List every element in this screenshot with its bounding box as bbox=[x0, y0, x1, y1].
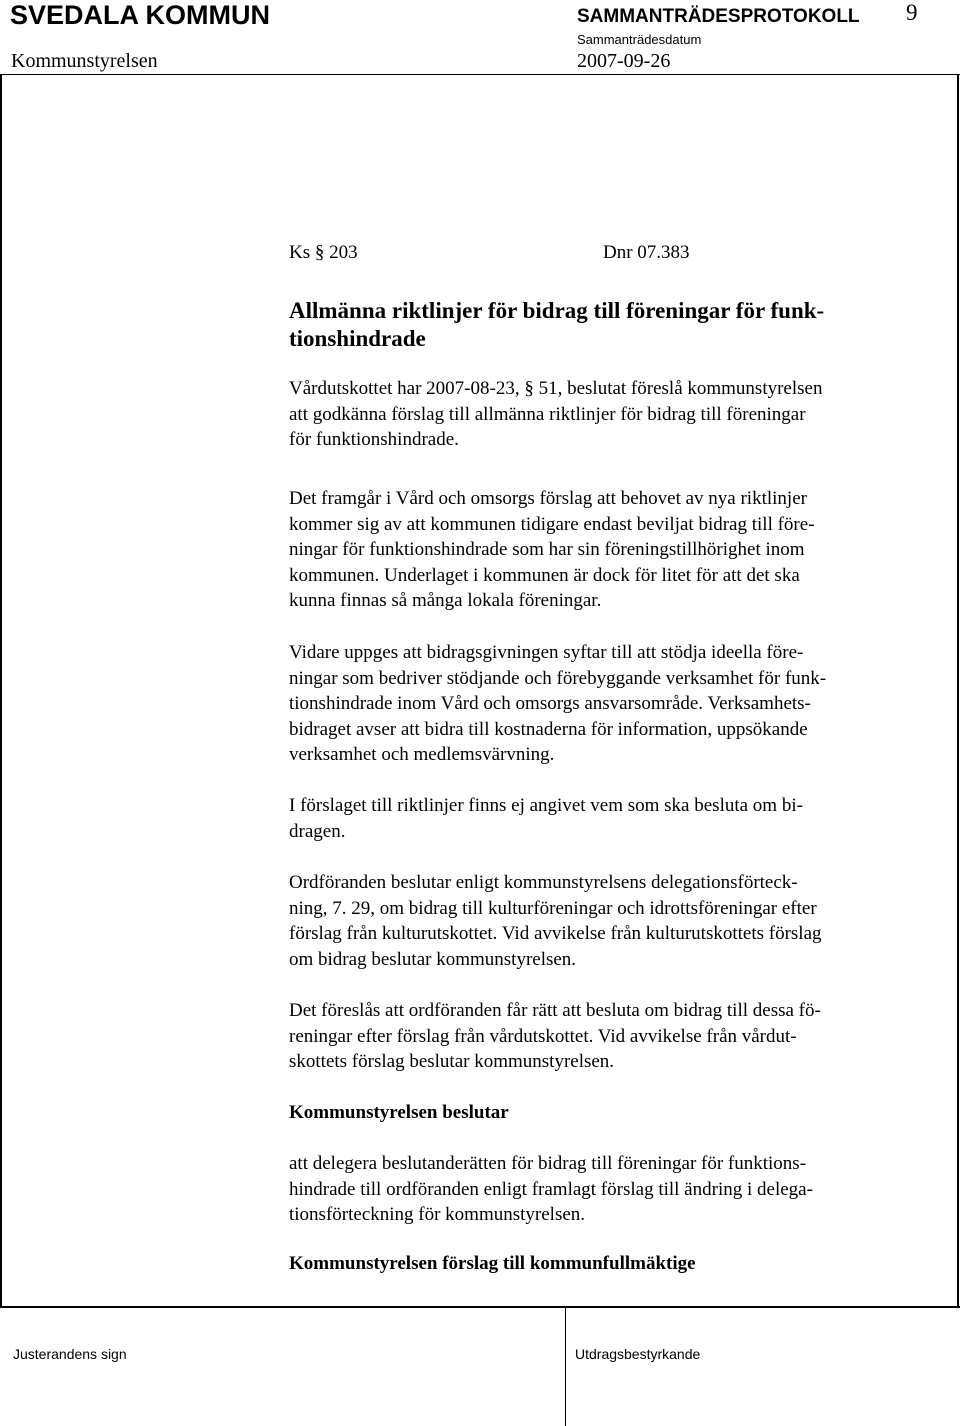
case-title: Allmänna riktlinjer för bidrag till föreningar för funk- tionshindrade bbox=[289, 298, 825, 351]
paragraph: I förslaget till riktlinjer finns ej angivet vem som ska besluta om bi- dragen. bbox=[289, 795, 803, 842]
footer-column-divider bbox=[565, 1306, 566, 1426]
page-number: 9 bbox=[906, 0, 918, 25]
proposal-heading: Kommunstyrelsen förslag till kommunfullmäktige bbox=[289, 1253, 696, 1274]
decision-text: att delegera beslutanderätten för bidrag till föreningar för funktions- hindrade till ordföranden enligt framlagt förslag till ändring i delega- tionsförteckning för kommunstyrelsen. bbox=[289, 1153, 813, 1226]
paragraph: Vidare uppges att bidragsgivningen syftar till att stödja ideella före- ningar som bedriver stödjande och förebyggande verksamhet för funk- tionshindrade inom Vård och omsorgs ansvarsområde. Verksamhets- bidraget avser att bidra till kostnaderna för information, uppsökande verksamhet och medlemsvärvning. bbox=[289, 642, 827, 766]
paragraph: Ordföranden beslutar enligt kommunstyrelsens delegationsförteck- ning, 7. 29, om bidrag till kulturföreningar och idrottsföreningar efter förslag från kulturutskottet. Vid avvikelse från kulturutskottets förslag om bidrag beslutar kommunstyrelsen. bbox=[289, 872, 822, 970]
header-divider bbox=[0, 74, 960, 75]
left-margin-rule bbox=[0, 74, 2, 1308]
paragraph: Vårdutskottet har 2007-08-23, § 51, beslutat föreslå kommunstyrelsen att godkänna förslag till allmänna riktlinjer för bidrag till föreningar för funktionshindrade. bbox=[289, 378, 823, 451]
case-reference: Ks § 203 bbox=[289, 242, 358, 263]
diary-number: Dnr 07.383 bbox=[603, 242, 690, 263]
organization-name: SVEDALA KOMMUN bbox=[10, 0, 270, 30]
document-type: SAMMANTRÄDESPROTOKOLL bbox=[577, 6, 860, 27]
certification-label: Utdragsbestyrkande bbox=[575, 1346, 701, 1362]
signature-label: Justerandens sign bbox=[13, 1346, 127, 1362]
footer-divider bbox=[0, 1306, 960, 1308]
date-label: Sammanträdesdatum bbox=[577, 32, 702, 47]
right-margin-rule bbox=[957, 74, 959, 1308]
committee-name: Kommunstyrelsen bbox=[11, 50, 158, 72]
decision-heading: Kommunstyrelsen beslutar bbox=[289, 1102, 509, 1123]
paragraph: Det föreslås att ordföranden får rätt att besluta om bidrag till dessa fö- reningar efter förslag från vårdutskottet. Vid avvikelse från vårdut- skottets förslag beslutar kommunstyrelsen. bbox=[289, 1000, 821, 1073]
meeting-date: 2007-09-26 bbox=[577, 50, 671, 72]
paragraph: Det framgår i Vård och omsorgs förslag att behovet av nya riktlinjer kommer sig av att kommunen tidigare endast beviljat bidrag till före- ningar för funktionshindrade som har sin föreningstillhörighet inom kommunen. Underlaget i kommunen är dock för litet för att det ska kunna finnas så många lokala föreningar. bbox=[289, 488, 815, 612]
